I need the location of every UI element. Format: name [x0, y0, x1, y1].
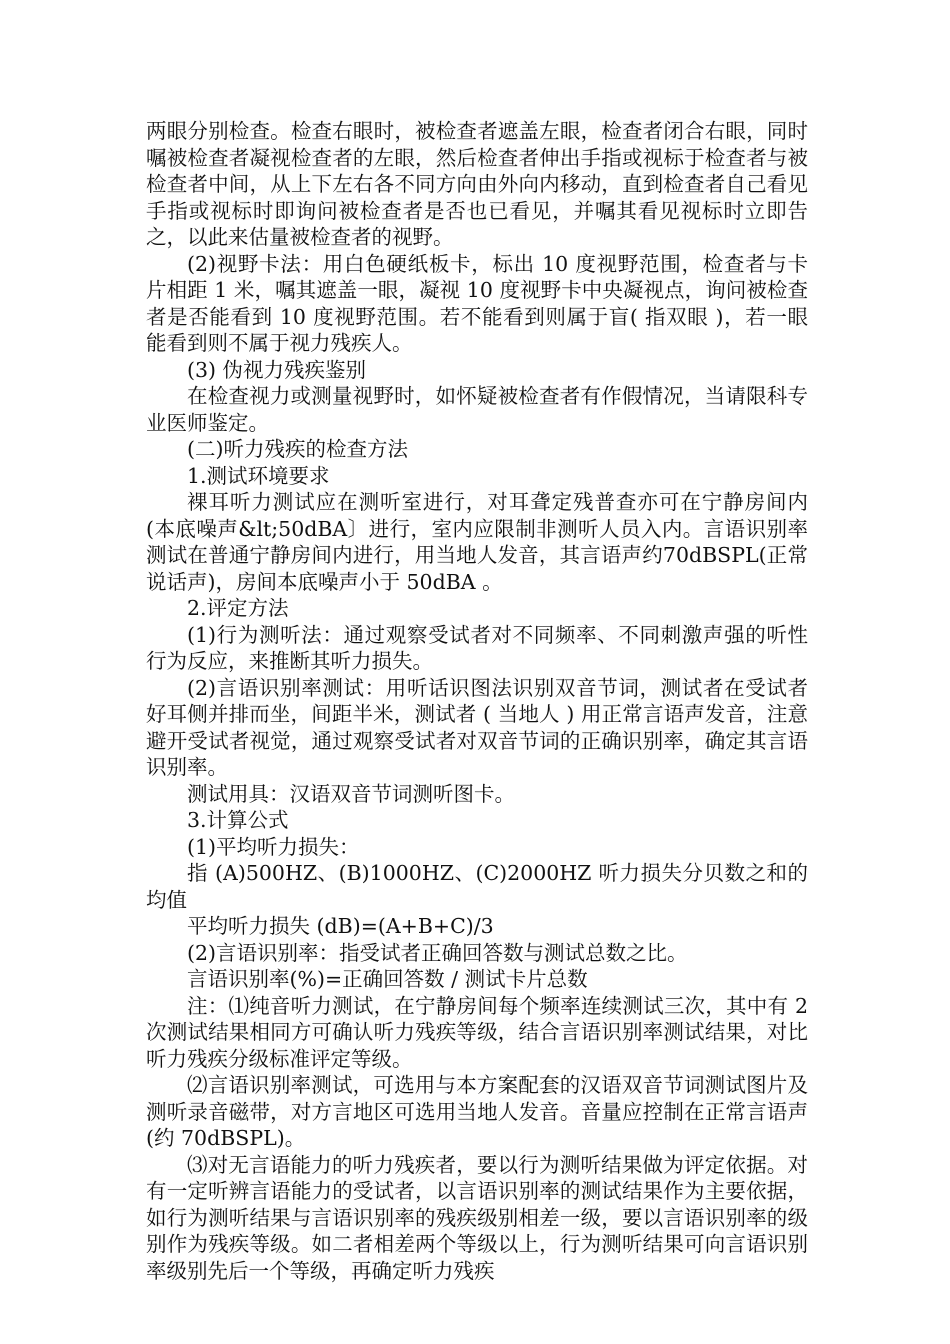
- section-heading: (二)听力残疾的检查方法: [187, 437, 408, 461]
- note-paragraph: ⑶对无言语能力的听力残疾者，要以行为测听结果做为评定依据。对有一定听辨言语能力的受试者，以言语识别率的测试结果作为主要依据，如行为测听结果与言语识别率的残疾级别相差一级，要以言语识别率的级别作为残疾等级。如二者相差两个等级以上，行为测听结果可向言语识别率级别先后一个等级，再确定听力残疾: [146, 1152, 808, 1283]
- formula: 平均听力损失 (dB)=(A+B+C)/3: [187, 914, 494, 938]
- paragraph: 两眼分别检查。检查右眼时，被检查者遮盖左眼，检查者闭合右眼，同时嘱被检查者凝视检查者的左眼，然后检查者伸出手指或视标于检查者与被检查者中间，从上下左右各不同方向由外向内移动，直到检查者自己看见手指或视标时即询问被检查者是否也已看见，并嘱其看见视标时立即告之，以此来估量被检查者的视野。: [146, 119, 808, 249]
- paragraph: 指 (A)500HZ、(B)1000HZ、(C)2000HZ 听力损失分贝数之和的均值: [146, 861, 808, 912]
- paragraph: (2)言语识别率测试：用听话识图法识别双音节词，测试者在受试者好耳侧并排而坐，间距半米，测试者 ( 当地人 ) 用正常言语声发音，注意避开受试者视觉，通过观察受试者对双音节词的正确识别率，确定其言语识别率。: [146, 675, 808, 779]
- paragraph: (1)平均听力损失：: [187, 834, 360, 859]
- section-heading: (3) 伪视力残疾鉴别: [187, 357, 367, 382]
- formula: 言语识别率(%)=正确回答数 / 测试卡片总数: [187, 967, 588, 991]
- note-paragraph: ⑵言语识别率测试，可选用与本方案配套的汉语双音节词测试图片及测听录音磁带，对方言地区可选用当地人发音。音量应控制在正常言语声(约 70dBSPL)。: [146, 1073, 808, 1150]
- note-paragraph: 注：⑴纯音听力测试，在宁静房间每个频率连续测试三次，其中有 2 次测试结果相同方可确认听力残疾等级，结合言语识别率测试结果，对比听力残疾分级标准评定等级。: [146, 993, 815, 1071]
- paragraph: (1)行为测听法：通过观察受试者对不同频率、不同刺激声强的听性行为反应，来推断其听力损失。: [146, 622, 808, 673]
- paragraph: 测试用具：汉语双音节词测听图卡。: [187, 781, 515, 806]
- document-page: [146, 118, 815, 1284]
- section-heading: 2.评定方法: [187, 596, 289, 620]
- paragraph: 裸耳听力测试应在测听室进行，对耳聋定残普查亦可在宁静房间内(本底噪声&lt;50dBA〕进行，室内应限制非测听人员入内。言语识别率测试在普通宁静房间内进行，用当地人发音，其言语声约70dBSPL(正常说话声)，房间本底噪声小于 50dBA 。: [146, 490, 808, 594]
- paragraph: 在检查视力或测量视野时，如怀疑被检查者有作假情况，当请限科专业医师鉴定。: [146, 384, 808, 435]
- paragraph: (2)言语识别率：指受试者正确回答数与测试总数之比。: [187, 940, 688, 965]
- paragraph: (2)视野卡法：用白色硬纸板卡，标出 10 度视野范围，检查者与卡片相距 1 米，嘱其遮盖一眼，凝视 10 度视野卡中央凝视点，询问被检查者是否能看到 10 度视野范围。若不能看到则属于盲( 指双眼 )，若一眼能看到则不属于视力残疾人。: [146, 251, 808, 355]
- section-heading: 3.计算公式: [187, 808, 289, 832]
- section-heading: 1.测试环境要求: [187, 463, 330, 488]
